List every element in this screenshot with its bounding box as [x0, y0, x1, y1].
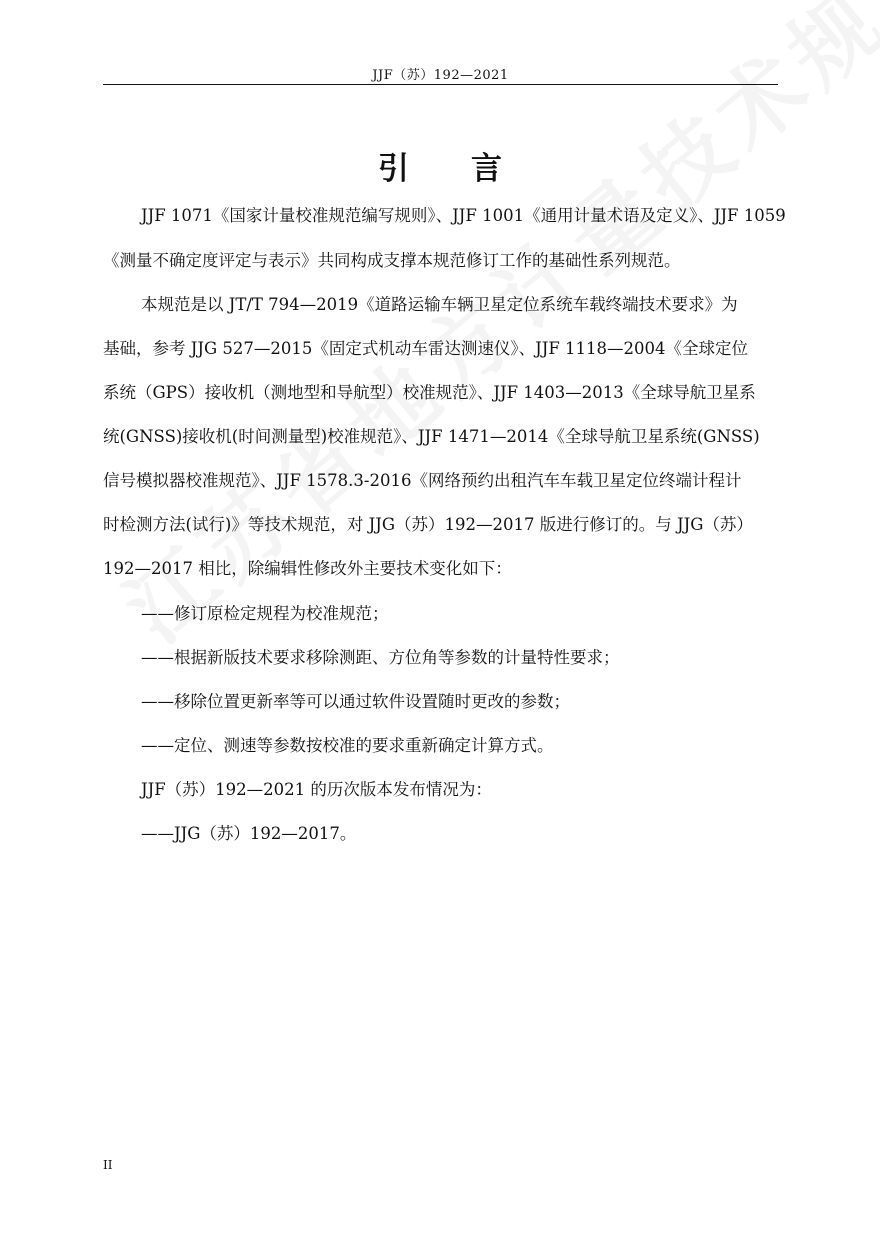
- paragraph-2-line: 192—2017 相比，除编辑性修改外主要技术变化如下：: [103, 559, 512, 578]
- change-item: ——移除位置更新率等可以通过软件设置随时更改的参数；: [141, 692, 570, 711]
- page-title: [0, 143, 880, 188]
- paragraph-2-line: 基础，参考 JJG 527—2015《固定式机动车雷达测速仪》、JJF 1118—2004《全球定位: [103, 339, 749, 358]
- running-header: JJF（苏）192—2021: [372, 68, 509, 83]
- paragraph-2-line: 本规范是以 JT/T 794—2019《道路运输车辆卫星定位系统车载终端技术要求》为: [141, 295, 738, 314]
- change-item: ——根据新版技术要求移除测距、方位角等参数的计量特性要求；: [141, 648, 620, 667]
- paragraph-1-line: 《测量不确定度评定与表示》共同构成支撑本规范修订工作的基础性系列规范。: [103, 251, 681, 270]
- change-item: ——定位、测速等参数按校准的要求重新确定计算方式。: [141, 736, 554, 755]
- page-number: II: [103, 1158, 113, 1172]
- paragraph-2-line: 系统（GPS）接收机（测地型和导航型）校准规范》、JJF 1403—2013《全球导航卫星系: [103, 383, 756, 402]
- paragraph-2-line: 统(GNSS)接收机(时间测量型)校准规范》、JJF 1471—2014《全球导航卫星系统(GNSS): [103, 427, 760, 446]
- paragraph-2-line: 信号模拟器校准规范》、JJF 1578.3-2016《网络预约出租汽车车载卫星定位终端计程计: [103, 471, 742, 490]
- paragraph-2-line: 时检测方法(试行)》等技术规范，对 JJG（苏）192—2017 版进行修订的。与 JJG（苏）: [103, 515, 753, 534]
- paragraph-1-line: JJF 1071《国家计量校准规范编写规则》、JJF 1001《通用计量术语及定义》、JJF 1059: [141, 206, 786, 225]
- change-item: ——修订原检定规程为校准规范；: [141, 604, 389, 623]
- title-char-2: 言: [471, 151, 502, 187]
- history-intro: JJF（苏）192—2021 的历次版本发布情况为：: [141, 780, 492, 799]
- title-char-1: 引: [378, 151, 409, 187]
- history-item: ——JJG（苏）192—2017。: [141, 824, 357, 843]
- header-rule: [103, 84, 778, 85]
